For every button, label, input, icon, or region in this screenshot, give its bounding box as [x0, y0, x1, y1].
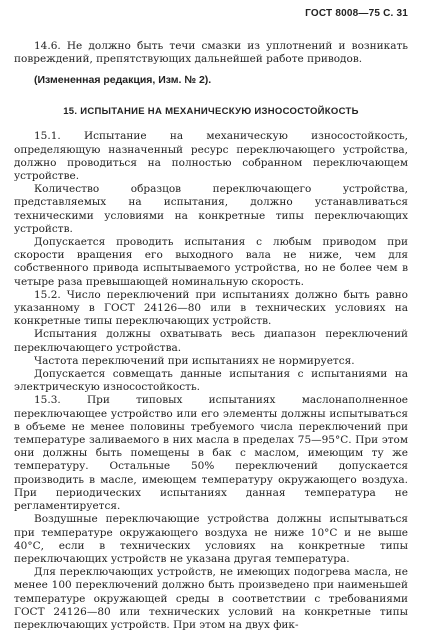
paragraph-15-1-drive: Допускается проводить испытания с любым приводом при скорости вращения его выходного вала не ниже, чем для собственного привода испытываемого устройства, но не более чем в четыре раза превышающей номинальную скорость.	[14, 236, 408, 288]
paragraph-15-3: 15.3. При типовых испытаниях маслонаполненное переключающее устройство или его элементы должны испытываться в объеме не менее половины требуемого числа переключений при температуре заливаемого в них масла в пределах 75—95°С. При этом они должны быть помещены в бак с маслом, имеющим ту же температуру. Остальные 50% переключений допускается производить в масле, имеющем температуру окружающего воздуха. При периодических испытаниях данная температура не регламентируется.	[14, 394, 408, 513]
paragraph-14-6: 14.6. Не должно быть течи смазки из уплотнений и возникать повреждений, препятствующих дальнейшей работе приводов.	[14, 40, 408, 66]
page-content	[14, 40, 408, 632]
paragraph-15-2: 15.2. Число переключений при испытаниях должно быть равно указанному в ГОСТ 24126—80 или в технических условиях на конкретные типы переключающих устройств.	[14, 288, 408, 328]
paragraph-15-2-range: Испытания должны охватывать весь диапазон переключений переключающего устройства.	[14, 328, 408, 354]
paragraph-15-1: 15.1. Испытание на механическую износостойкость, определяющую назначенный ресурс переключающего устройства, должно проводиться на полностью собранном переключающем устройстве.	[14, 130, 408, 183]
section-title: 15. ИСПЫТАНИЕ НА МЕХАНИЧЕСКУЮ ИЗНОСОСТОЙКОСТЬ	[63, 106, 359, 118]
paragraph-15-1-samples: Количество образцов переключающего устройства, представляемых на испытания, должно устанавливаться техническими условиями на конкретные типы переключающих устройств.	[14, 183, 408, 235]
page-header: ГОСТ 8008—75 С. 31	[305, 8, 408, 19]
paragraph-15-2-frequency: Частота переключений при испытаниях не нормируется.	[34, 354, 355, 367]
paragraph-15-2-combine: Допускается совмещать данные испытания с испытаниями на электрическую износостойкость.	[14, 368, 408, 394]
paragraph-15-3-air: Воздушные переключающие устройства должны испытываться при температуре окружающего воздуха не ниже 10°С и не выше 40°С, если в технических условиях на конкретные типы переключающих устройств не указана другая температура.	[14, 513, 408, 565]
paragraph-15-3-no-heating: Для переключающих устройств, не имеющих подогрева масла, не менее 100 переключений должно быть произведено при наименьшей температуре окружающей среды в соответствии с требованиями ГОСТ 24126—80 или технических условий на конкретные типы переключающих устройств. При этом на двух фик-	[14, 566, 408, 631]
edit-note: (Измененная редакция, Изм. № 2).	[34, 74, 212, 87]
